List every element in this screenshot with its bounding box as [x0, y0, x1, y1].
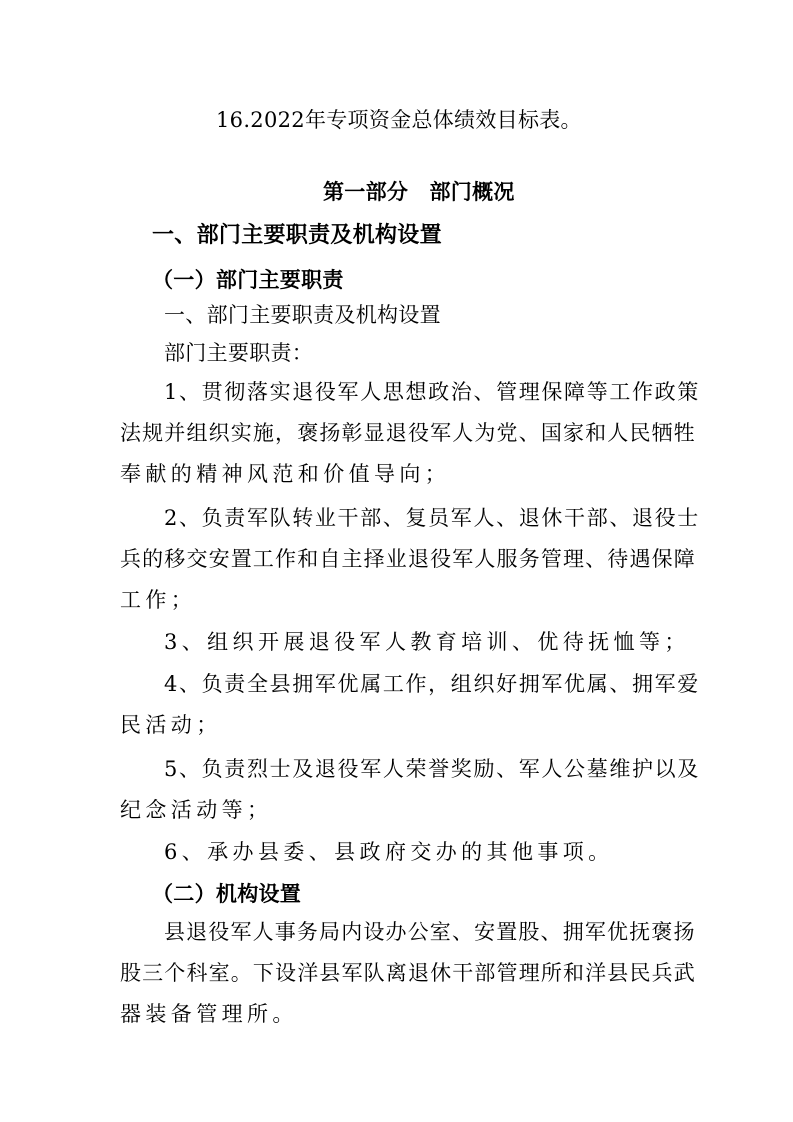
duty-1-line-2: 法规并组织实施，褒扬彰显退役军人为党、国家和人民牺牲 [120, 421, 696, 445]
duties-intro: 部门主要职责： [164, 341, 314, 365]
duty-5-line-1: 5、负责烈士及退役军人荣誉奖励、军人公墓维护以及 [164, 757, 700, 781]
duty-6-line-1: 6、承办县委、县政府交办的其他事项。 [164, 840, 614, 864]
duty-3-line-1: 3、组织开展退役军人教育培训、优待抚恤等； [164, 630, 690, 654]
duty-2-line-3: 工作； [120, 588, 197, 612]
duty-5-line-2: 纪念活动等； [120, 798, 273, 822]
repeat-heading: 一、部门主要职责及机构设置 [164, 303, 441, 327]
subsection-heading-organization: （二）机构设置 [152, 882, 302, 906]
part-title: 第一部分 部门概况 [323, 180, 515, 204]
org-line-1: 县退役军人事务局内设办公室、安置股、拥军优抚褒扬 [164, 920, 696, 944]
subsection-heading-duties: （一）部门主要职责 [152, 268, 344, 292]
duty-4-line-2: 民活动； [120, 713, 222, 737]
duty-4-line-1: 4、负责全县拥军优属工作，组织好拥军优属、拥军爱 [164, 672, 700, 696]
attachment-list-item: 16.2022年专项资金总体绩效目标表。 [216, 108, 582, 132]
duty-1-line-3: 奉献的精神风范和价值导向； [120, 462, 451, 486]
duty-2-line-1: 2、负责军队转业干部、复员军人、退休干部、退役士 [164, 506, 700, 530]
org-line-2: 股三个科室。下设洋县军队离退休干部管理所和洋县民兵武 [120, 961, 696, 985]
section-heading: 一、部门主要职责及机构设置 [152, 223, 442, 248]
org-line-3: 器装备管理所。 [120, 1002, 298, 1026]
duty-1-line-1: 1、贯彻落实退役军人思想政治、管理保障等工作政策 [164, 380, 700, 404]
duty-2-line-2: 兵的移交安置工作和自主择业退役军人服务管理、待遇保障 [120, 547, 696, 571]
